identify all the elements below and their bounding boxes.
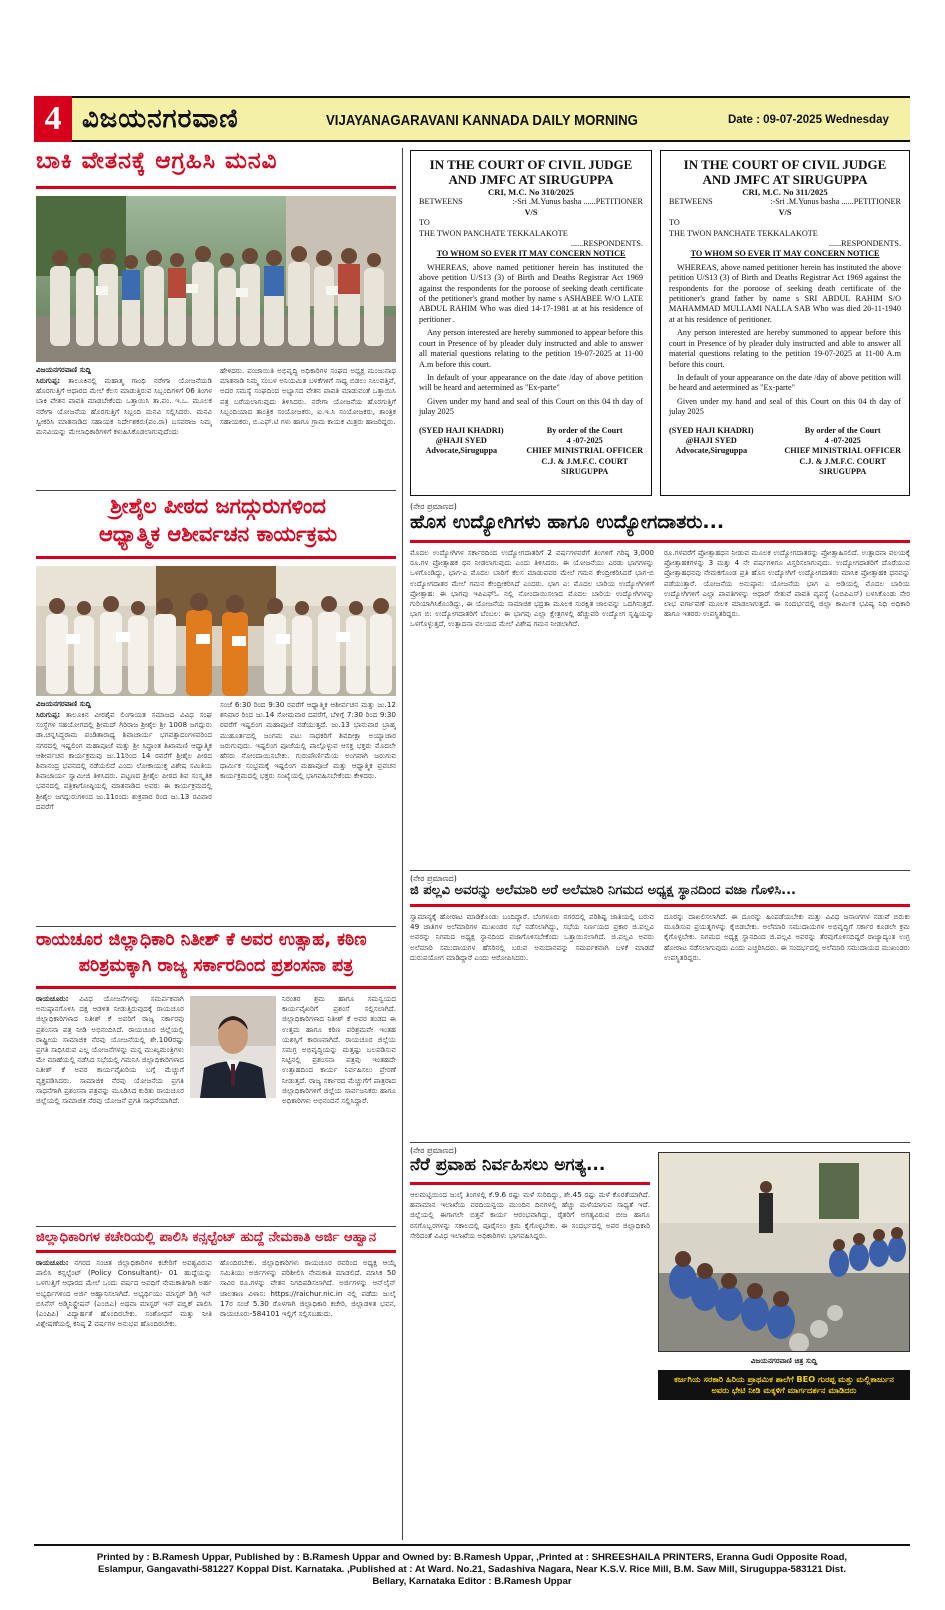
notice1-notice-head: TO WHOM SO EVER IT MAY CONCERN NOTICE (436, 249, 626, 259)
notice1-court-place: SIRUGUPPA (561, 467, 609, 477)
article5-headline: ಹೊಸ ಉದ್ಯೋಗಿಗಳು ಹಾಗೂ ಉದ್ಯೋಗದಾತರು... (410, 511, 725, 533)
article6-rule (410, 904, 910, 907)
notice1-officer: CHIEF MINISTRIAL OFFICER (526, 446, 643, 456)
notice1-order: By order of the Court (546, 425, 623, 435)
notice2-advocate-name: (SYED HAJI KHADRI) (669, 425, 754, 435)
notice1-para4: Given under my hand and seal of this Court on this 04 th day of julay 2025 (419, 396, 643, 417)
notice1-advocate-place: Advocate,Siruguppa (425, 446, 498, 456)
article1-headline: ಬಾಕಿ ವೇತನಕ್ಕೆ ಆಗ್ರಹಿಸಿ ಮನವಿ (36, 148, 278, 174)
article1-col1-text: ತಾಲೂಕಿನಲ್ಲಿ ಮಹಾತ್ಮ ಗಾಂಧಿ ನರೇಗಾ ಯೋಜನೆಯಡಿ ಹೊರಗುತ್ತಿಗೆ ಆಧಾರದ ಮೇಲೆ ಕೆಲಸ ಮಾಡುತ್ತಿರುವ ಸಿಬ್ಬಂದಿಗಳಿಗೆ 06 ತಿಂಗಳ ಬಾಕಿ ವೇತನ ಪಾವತಿ ಮಾಡಬೇಕೆಂದು ಒತ್ತಾಯಿಸಿ ತಾ.ಪಂ. ಇ.ಒ. ಮೂಲಕ ನರೇಗಾ ಯೋಜನೆಯ ಹೊರಗುತ್ತಿಗೆ ಸಿಬ್ಬಂದಿ ಮನವಿ ಸಲ್ಲಿಸಿದರು. ಮನವಿ ಸ್ವೀಕರಿಸಿ ಮಾತನಾಡಿದ ಸಹಾಯಕ ನಿರ್ದೇಶಕರು(ಪಂ.ರಾ) ಬಸವರಾಜ ನಿಮ್ಮ ಮನವಿಯನ್ನು ಮೇಲಾಧಿಕಾರಿಗಳಿಗೆ ಕಳುಹಿಸಿಕೊಡಲಾಗುವುದೆಂದು (36, 376, 212, 437)
notice2-petitioner: :-Sri .M.Yunus basha ......PETITIONER (770, 197, 901, 207)
notice1-order-date: 4 -07-2025 (566, 435, 603, 445)
print-line-1: Printed by : B.Ramesh Uppar, Published by : B.Ramesh Uppar and Owned by: B.Ramesh Uppar, ,Printed at : SHREESHAILA PRINTERS, Eranna Gudi Opposite Road, (96, 1552, 848, 1563)
notice2-order: By order of the Court (804, 425, 881, 435)
article6-kicker: (ನೇರ ಪ್ರಮಾಣದ) (410, 874, 457, 883)
article4-headline: ಜಿಲ್ಲಾಧಿಕಾರಿಗಳ ಕಚೇರಿಯಲ್ಲಿ ಪಾಲಿಸಿ ಕನ್ಸಲ್ಟೆಂಟ್ ಹುದ್ದೆ ನೇಮಕಾತಿ ಅರ್ಜಿ ಆಹ್ವಾನ (36, 1230, 377, 1245)
article7-headline: ನೆರೆ ಪ್ರವಾಹ ನಿರ್ವಹಿಸಲು ಅಗತ್ಯ... (410, 1155, 606, 1175)
article5-rule (410, 540, 910, 543)
article1-col2: ಹೇಳಿದರು. ಪಂಚಾಯಿತಿ ಅಭಿವೃದ್ಧಿ ಅಧಿಕಾರಿಗಳ ಸಂಘದ ಅಧ್ಯಕ್ಷ ಮಂಜುನಾಥ ಮಾತನಾಡಿ ನಿಮ್ಮ ಸಂಬಳ ಅನಿಯಮಿತ ಬಳಕೆಗಳಿಗೆ ಸಾಧ್ಯ ಬಿಡಲು ನಿಲುವತ್ತಿವೆ, ಅದರ ಸಮಸ್ಯೆ ಸಂಘದಿಂದ ಅಭ್ಯಾಸದ ವೇತನ ಪಾವತಿ ಮಾಡುವಂತೆ ಒತ್ತಾಯಿಸಿ ಪತ್ರ ಬರೆಯಲಾಗುವುದು ತಿಳಿಸಿದರು. ನರೇಗಾ ಯೋಜನೆಯ ಹೊರಗುತ್ತಿಗೆ ಸಿಬ್ಬಂದಿಯಾದ ತಾಂತ್ರಿಕ ಸಂಯೋಜಕರು, ಐ.ಇ.ಸಿ ಸಂಯೋಜಕರು, ತಾಂತ್ರಿಕ ಸಹಾಯಕರು, ಬಿ.ಎಫ್.ಟಿ ಗಳು ಹಾಗೂ ಗ್ರಾಮ ಕಾಯಕ ಮಿತ್ರರು ಹಾಜರಿದ್ದರು. (220, 366, 396, 427)
article3-headline-line1: ರಾಯಚೂರ ಜಿಲ್ಲಾಧಿಕಾರಿ ನಿತೀಶ್ ಕೆ ಅವರ ಉತ್ಸಾಹ, ಕಠಿಣ (36, 930, 367, 950)
notice1-betweens: BETWEENS (419, 197, 463, 207)
notice2-to: TO (669, 218, 680, 228)
notice1-advocate-alias: @HAJI SYED (435, 435, 487, 445)
notice1-case-number: CRI, M.C. No 310/2025 (488, 187, 574, 197)
print-line-2: Eslampur, Gangavathi-581227 Koppal Dist. Karnataka. ,Published at : At Ward. No.21, Sadashiva Nagara, Near K.S.V. Rice Mill, B.M. Saw Mill, Siruguppa-583121 Dist. (97, 1564, 846, 1575)
court-notice-311 (660, 150, 910, 496)
article3-col1-text: ವಿವಿಧ ಯೋಜನೆಗಳನ್ನು ಸಮರ್ಪಕವಾಗಿ ಅನುಷ್ಠಾನಗೊಳಿಸಿ ದಕ್ಷ ಆಡಳಿತ ನೀಡುತ್ತಿರುವುದಕ್ಕೆ ರಾಯಚೂರ ಜಿಲ್ಲಾಧಿಕಾರಿಗಳಾದ ನಿತೀಶ್ ಕೆ ಅವರಿಗೆ ರಾಜ್ಯ ಸರ್ಕಾರವು ಪ್ರಶಂಸನಾ ಪತ್ರ ನೀಡಿ ಅಭಿನಂದಿಸಿದೆ. ರಾಯಚೂರ ಜಿಲ್ಲೆಯಲ್ಲಿ ರಾಷ್ಟ್ರೀಯ ಸಾಮಾಜಿಕ ನೆರವು ಯೋಜನೆಯಲ್ಲಿ ಶೇ.100ರಷ್ಟು ಪ್ರಗತಿ ಸಾಧಿಸಿರುವ ಎಲ್ಲ ಯೋಜನೆಗಳನ್ನು ಮನ್ನ ಮುಖ್ಯಮಂತ್ರಿಗಳು ಮೇ ಮಾಹೆಯಲ್ಲಿ ನಡೆಸಿದ ಸಭೆಯಲ್ಲಿ ಗಮನಿಸಿ ಜಿಲ್ಲಾಧಿಕಾರಿಗಳಾದ ನಿತೀಶ್ ಕೆ ಅವರ ಕಾರ್ಯವೈಖರಿಯ ಬಗ್ಗೆ ಮೆಚ್ಚುಗೆ ವ್ಯಕ್ತಪಡಿಸಿದರು. ಸಾಮಾಜಿಕ ನೆರವು ಯೋಜನೆಯ ಪ್ರಗತಿ ಸಾಧನೆಗಾಗಿ ಪ್ರಶಂಸನಾ ಪತ್ರವನ್ನು ಮೂಡಿಸಿದ ಕುರಿತು ರಾಯಚೂರ ಜಿಲ್ಲೆಯಲ್ಲಿ ಸಾಮಾಜಿಕ ನೆರವು ಯೋಜನೆ ಪ್ರಗತಿ ಸಾಧನೆಯಾಗಿದೆ. (36, 994, 184, 1106)
article3-byline: ರಾಯಚೂರು: (36, 994, 69, 1003)
article4-byline: ರಾಯಚೂರು: (36, 1258, 69, 1267)
school-photo-caption-title: ವಿಜಯನಗರವಾಣಿ ಚಿತ್ರ ಸುದ್ದಿ (750, 1356, 818, 1365)
article6-headline: ಜಿ ಪಲ್ಲವಿ ಅವರನ್ನು ಅಲೆಮಾರಿ ಅರೆ ಅಲೆಮಾರಿ ನಿಗಮದ ಅಧ್ಯಕ್ಷ ಸ್ಥಾನದಿಂದ ವಜಾ ಗೊಳಿಸಿ... (410, 883, 796, 898)
notice2-para4: Given under my hand and seal of this Court on this 04 th day of julay 2025 (669, 396, 901, 417)
article2-photo (36, 566, 396, 696)
notice2-court: C.J. & J.M.F.C. COURT (799, 456, 886, 466)
publication-date: Date : 09-07-2025 Wednesday (728, 114, 889, 126)
article1-rule (36, 186, 396, 189)
article2-rule (36, 556, 396, 559)
notice1-respondents-label: ......RESPONDENTS. (570, 239, 643, 249)
section-divider (36, 490, 396, 491)
article7-col1: ಆಲಮಟ್ಟಿಯಿಂದ ಜುಲೈ ತಿಂಗಳಲ್ಲಿ ಕೆ.9.6 ರಷ್ಟು ಮಳೆ ಸುರಿದಿದ್ದು, ಶೇ.45 ರಷ್ಟು ಮಳೆ ಕೊರತೆಯಾಗಿದೆ. ಹವಾಮಾನ ಇಲಾಖೆಯ ವರದಿಯನ್ವಯ ಮುಂದಿನ ದಿನಗಳಲ್ಲಿ ಹೆಚ್ಚು ಮಳೆಯಾಗುವ ಸಾಧ್ಯತೆ ಇದೆ. ಜಿಲ್ಲೆಯಲ್ಲಿ ಈಗಾಗಲೇ ಬಿತ್ತನೆ ಕಾರ್ಯ ಆರಂಭವಾಗಿದ್ದು, ರೈತರಿಗೆ ಅಗತ್ಯವಿರುವ ಬೀಜ ಹಾಗೂ ರಸಗೊಬ್ಬರಗಳನ್ನು ಸಕಾಲದಲ್ಲಿ ಪೂರೈಸಲು ಕ್ರಮ ಕೈಗೊಳ್ಳಬೇಕು. ಈ ಸಂದರ್ಭದಲ್ಲಿ ಅಪರ ಜಿಲ್ಲಾಧಿಕಾರಿ ಸೇರಿದಂತೆ ವಿವಿಧ ಇಲಾಖೆಯ ಅಧಿಕಾರಿಗಳು ಭಾಗವಹಿಸಿದ್ದರು. (410, 1190, 650, 1240)
article3-rule (36, 986, 396, 989)
notice2-para3: In default of your appearance on the date /day of above petition will be heard and aetermined as "Ex-parte" (669, 372, 901, 393)
article2-headline-line2: ಆಧ್ಯಾತ್ಮಿಕ ಆಶೀರ್ವಚನ ಕಾರ್ಯಕ್ರಮ (98, 522, 338, 546)
collector-portrait (190, 996, 276, 1098)
notice1-court: C.J. & J.M.F.C. COURT (541, 456, 628, 466)
notice2-signatures (669, 426, 901, 478)
article5-kicker: (ನೇರ ಪ್ರಮಾಣದ) (410, 502, 457, 511)
school-photo (658, 1152, 910, 1352)
article7-rule (410, 1182, 650, 1185)
notice2-advocate-place: Advocate,Siruguppa (675, 446, 748, 456)
notice2-respondents-label: ......RESPONDENTS. (828, 239, 901, 249)
article5-col1: ಮೊದಲ ಉದ್ಯೋಗಿಗಳ ಸರ್ಕಾರದಿಂದ ಉದ್ಯೋಗದಾತರಿಗೆ 2 ವರ್ಷಗಳವರೆಗೆ ತಿಂಗಳಿಗೆ ಗರಿಷ್ಠ 3,000 ರೂ.ಗಳ ಪ್ರೋತ್ಸಾಹಕ ಧನ ನೀಡಲಾಗುವುದು ಎಂದು ತಿಳಿಸಿದರು. ಈ ಯೋಜನೆಯು ಎರಡು ಭಾಗಗಳನ್ನು ಒಳಗೊಂಡಿದ್ದು, ಭಾಗ-ಎ ಮೊದಲ ಬಾರಿಗೆ ಕೆಲಸ ಮಾಡುವವರ ಮೇಲೆ ಗಮನ ಕೇಂದ್ರೀಕರಿಸಿದರೆ ಭಾಗ-ಬಿ ಉದ್ಯೋಗದಾತರ ಮೇಲೆ ಗಮನ ಕೇಂದ್ರೀಕರಿಸಿದೆ ಎಂದರು. ಭಾಗ ಎ: ಮೊದಲ ಬಾರಿಯ ಉದ್ಯೋಗಿಗಳಿಗೆ ಪ್ರೋತ್ಸಾಹ: ಈ ಭಾಗವು ಇಪಿಎಫ್‌ಓ ನಲ್ಲಿ ನೋಂದಾಯಿಸಲಾದ ಮೊದಲ ಬಾರಿಯ ಉದ್ಯೋಗಿಗಳನ್ನು ಗುರಿಯಾಗಿಸಿಕೊಂಡಿದ್ದು, ಈ ಯೋಜನೆಯ ಸಾಮಾಜಿಕ ಭದ್ರತಾ ಮೂಲಕ ಸುರಕ್ಷಿತ ಜಾಲವನ್ನು ಒದಗಿಸುತ್ತದೆ. ಭಾಗ ಬಿ: ಉದ್ಯೋಗದಾತರಿಗೆ ಬೆಂಬಲ: ಈ ಭಾಗವು ಎಲ್ಲಾ ಕ್ಷೇತ್ರಗಳಲ್ಲಿ ಹೆಚ್ಚುವರಿ ಉದ್ಯೋಗ ಸೃಷ್ಟಿಯನ್ನು ಒಳಗೊಳ್ಳುತ್ತದೆ, ಉತ್ಪಾದನಾ ವಲಯದ ಮೇಲೆ ವಿಶೇಷ ಗಮನ ನೀಡಲಾಗಿದೆ. (410, 548, 654, 629)
article6-col1: ಸ್ವಾಮಾನ್ಯಕ್ಕೆ ಹೋರಾಟ ಮಾಡಿಕೊಂಡು ಬಂದಿದ್ದಾರೆ. ಬೆಂಗಳೂರು ನಗರದಲ್ಲಿ ಪರಿಶಿಷ್ಟ ಜಾತಿಯಲ್ಲಿ ಬರುವ 49 ಜಾತಿಗಳ ಅಲೆಮಾರಿಗಳ ಮುಖಂಡರ ಸಭೆ ನಡೆಸಲಾಗಿದ್ದು, ಸಭೆಯ ನಿರ್ಣಯದ ಪ್ರಕಾರ ಜಿ.ಪಲ್ಲವಿ ಅವರನ್ನು ನಿಗಮದ ಅಧ್ಯಕ್ಷ ಸ್ಥಾನದಿಂದ ವಜಾಗೊಳಿಸಬೇಕೆಂದು ಒತ್ತಾಯಿಸಲಾಗಿದೆ. ಜಿ.ಪಲ್ಲವಿ ಅವರು ಅಲೆಮಾರಿ ಸಮುದಾಯಗಳ ಹೆಸರಿನಲ್ಲಿ ಬರುವ ಅನುದಾನವನ್ನು ಸಮರ್ಪಕವಾಗಿ ಬಳಕೆ ಮಾಡದೆ ದುರುಪಯೋಗ ಮಾಡಿದ್ದಾರೆ ಎಂದು ಆರೋಪಿಸಿದರು. (410, 912, 654, 962)
notice1-advocate-name: (SYED HAJI KHADRI) (419, 425, 504, 435)
notice1-title: IN THE COURT OF CIVIL JUDGE AND JMFC AT SIRUGUPPA (429, 157, 633, 187)
article2-col2: ಸಂಜೆ 6:30 ರಿಂದ 9:30 ರವರೆಗೆ ಆಧ್ಯಾತ್ಮಿಕ ಆಶೀರ್ವಚನ ಮತ್ತು ಜು.12 ಶನಿವಾರ ರಿಂದ ಜು.14 ಸೋಮವಾರ ದವರೆಗೆ, ಬೆಳಿಗ್ಗೆ 7:30 ರಿಂದ 9:30 ರವರೆಗೆ ಇಷ್ಟಲಿಂಗ ಮಹಾಪೂಜೆ ನಡೆಯುತ್ತದೆ. ಜು.13 ಭಾನುವಾರ ಬ್ರಾಹ್ಮ ಮುಹೂರ್ತದಲ್ಲಿ ಜಂಗಮ ವಟು ಸಾಧಕರಿಗೆ ಶಿವದೀಕ್ಷಾ ಅಯ್ಯಾಚಾರ ಜರುಗುವುದು. ಇಷ್ಟಲಿಂಗ ಪೂಜೆಯಲ್ಲಿ ಪಾಲ್ಗೊಳ್ಳುವ ಆಸಕ್ತ ಭಕ್ತರು ಮೊದಲೇ ಹೆಸರು ನೋಂದಾಯಿಸಬೇಕು. ಗುರುಪೌರ್ಣಿಮೆಯ ಅಂಗವಾಗಿ ಜರುಗುವ ಧಾರ್ಮಿಕ ಸಂಭ್ರಮಕ್ಕೆ ಇಷ್ಟಲಿಂಗ ಮಹಾಪೂಜೆ ಮತ್ತು ಆಧ್ಯಾತ್ಮಿಕ ಪ್ರವಚನ ಕಾರ್ಯಕ್ರಮದಲ್ಲಿ ಭಕ್ತರು ಸಂಖ್ಯೆಯಲ್ಲಿ ಭಾಗವಹಿಸಬೇಕೆಂದು ಕೇಳಿದರು. (220, 700, 396, 781)
article7-kicker: (ನೇರ ಪ್ರಮಾಣದ) (410, 1146, 457, 1155)
notice1-para2: Any person interested are hereby summoned to appear before this court in Presence of by pleader duly instructed and able to answer all material questions relating to the petition 19-07-2025 at 11-00 A.m before this court. (419, 328, 643, 369)
court-notice-310 (410, 150, 652, 496)
article4-rule (36, 1250, 396, 1253)
article1-col1 (36, 376, 212, 484)
article4-col2: ಹೊಂದಿರಬೇಕು. ಜಿಲ್ಲಾಧಿಕಾರಿಗಳು ರಾಯಚೂರ ರವರಿಂದ ಅಧ್ಯಕ್ಷ ಆಯ್ಕೆ ಸಮಿತಿಯು ಅರ್ಜಿಗಳನ್ನು ಪರಿಶೀಲಿಸಿ ನೇಮಕಾತಿ ಮಾಡಲಿದೆ. ಮಾಸಿಕ 50 ಸಾವಿರ ರೂ.ಗಳನ್ನು ವೇತನ ನಿಗದಿಪಡಿಸಲಾಗಿದೆ. ಅರ್ಜಿಗಳನ್ನು ಆನ್‌ಲೈನ್ ಜಾಲತಾಣ ವಿಳಾಸ: https://raichur.nic.in ನಲ್ಲಿ ಪಡೆದು ಜುಲೈ 17ರ ಸಂಜೆ 5.30 ರೊಳಗಾಗಿ ಜಿಲ್ಲಾಧಿಕಾರಿ ಕಚೇರಿ, ಜಿಲ್ಲಾಡಳಿತ ಭವನ, ರಾಯಚೂರು-584101 ಇಲ್ಲಿಗೆ ಸಲ್ಲಿಸಬಹುದು. (220, 1258, 396, 1319)
article3-col1 (36, 994, 184, 1222)
article1-caption: ವಿಜಯನಗರವಾಣಿ ಸುದ್ದಿ (36, 365, 91, 374)
notice2-court-place: SIRUGUPPA (819, 467, 867, 477)
article1-byline: ಸಿರುಗುಪ್ಪ: (36, 376, 61, 385)
notice1-petitioner: :-Sri .M.Yunus basha ......PETITIONER (512, 197, 643, 207)
article2-byline: ಸಿರುಗುಪ್ಪ: (36, 710, 61, 719)
section-divider (410, 870, 910, 871)
notice2-respondent: THE TWON PANCHATE TEKKALAKOTE (669, 228, 818, 238)
article1-photo (36, 196, 396, 362)
section-divider (36, 926, 396, 927)
notice2-title: IN THE COURT OF CIVIL JUDGE AND JMFC AT SIRUGUPPA (683, 157, 887, 187)
notice1-para3: In default of your appearance on the date /day of above petition will be heard and aetermined as "Ex-parte" (419, 372, 643, 393)
article3-col2: ನಿರಂತರ ಶ್ರಮ ಹಾಗೂ ಸಮನ್ವಯದ ಕಾರ್ಯವೈಖರಿಗೆ ಪ್ರಶಂಸೆ ಸಲ್ಲಿಸಲಾಗಿದೆ. ಜಿಲ್ಲಾಧಿಕಾರಿಗಳಾದ ನಿತೀಶ್ ಕೆ ಅವರ ತಂಡದ ಈ ಉತ್ತಮ ಹಾಗೂ ಕಠಿಣ ಪರಿಶ್ರಮವೇ ಇಂತಹ ಯಶಸ್ಸಿಗೆ ಕಾರಣವಾಗಿದೆ. ರಾಯಚೂರ ಜಿಲ್ಲೆಯ ಸಮಗ್ರ ಅಭಿವೃದ್ಧಿಯನ್ನು ಮತ್ತಷ್ಟು ಬಲಪಡಿಸುವ ನಿಟ್ಟಿನಲ್ಲಿ ಪ್ರಶಂಸನಾ ಪತ್ರವು ಇಂತಹದೇ ಉತ್ಸಾಹದಿಂದ ಕಾರ್ಯ ನಿರ್ವಹಿಸಲು ಪ್ರೇರಣೆ ನೀಡುತ್ತದೆ. ರಾಜ್ಯ ಸರ್ಕಾರದ ಮೆಚ್ಚುಗೆಗೆ ಪಾತ್ರರಾದ ಜಿಲ್ಲಾಧಿಕಾರಿಗಳಿಗೆ ಜಿಲ್ಲೆಯ ಸಾರ್ವಜನಿಕರು ಹಾಗೂ ಅಧಿಕಾರಿಗಳು ಅಭಿನಂದನೆ ಸಲ್ಲಿಸಿದ್ದಾರೆ. (282, 994, 396, 1106)
notice2-para2: Any person interested are hereby summoned to appear before this court in Presence of by pleader duly instructed and able to answer all material questions relating to the petition 19-07-2025 at 11-00 A.m before this court. (669, 328, 901, 369)
notice2-officer: CHIEF MINISTRIAL OFFICER (784, 446, 901, 456)
article2-col1-text: ತಾಲೂಕಿನ ವೀರಶೈವ ಲಿಂಗಾಯತ ಸಮಾಜದ ವಿವಿಧ ಸಂಘ ಸಂಸ್ಥೆಗಳ ಸಹಯೋಗದಲ್ಲಿ ಶ್ರೀಮದ್ ಗಿರಿರಾಜ ಶ್ರೀಶೈಲ ಶ್ರೀ 1008 ಜಗದ್ಗುರು ಡಾ.ಚನ್ನಸಿದ್ಧರಾಮ ಪಂಡಿತಾರಾಧ್ಯ ಶಿವಾಚಾರ್ಯ ಭಗವತ್ಪಾದಂಗಳವರಿಂದ ನಗರದಲ್ಲಿ ಇಷ್ಟಲಿಂಗ ಮಹಾಪೂಜೆ ಮತ್ತು ಶ್ರೀ ಸಿದ್ಧಾಂತ ಶಿಖಾಮಣಿ ಆಧ್ಯಾತ್ಮಿಕ ಆಶೀರ್ವಚನ ಕಾರ್ಯಕ್ರಮವು ಜು.11ರಿಂದ 14 ರವರೆಗೆ ಶ್ರೀಶೈಲ ಪೀಠದ ಶಿವಾನಂದ್ರ ಭವನದಲ್ಲಿ ನಡೆಯಲಿದೆ ಎಂದು ಲೋಕಾಯುಕ್ತ ವಿಶೇಷ ಸಮಿತಿಯ ಶಿವಾಚಾರ್ಯ ಸ್ವಾಮೀಜಿ ತಿಳಿಸಿದರು. ಪಟ್ಟಣದ ಶ್ರೀಶೈಲ ಪೀಠದ ಶಿವ ಸಂಸ್ಕೃತಿಕ ಭವನದಲ್ಲಿ ಪತ್ರಿಕಾಗೋಷ್ಠಿಯಲ್ಲಿ ಮಾತನಾಡಿದ ಅವರು ಈ ಕಾರ್ಯಕ್ರಮದಲ್ಲಿ ಶ್ರೀಶೈಲ ಜಗದ್ಗುರುಗಳಿಂದ ಜು.11ರಂದು ಶುಕ್ರವಾರ ರಿಂದ ಜು.13 ರವಿವಾರ ದವರೆಗೆ (36, 710, 212, 811)
notice2-order-date: 4 -07-2025 (824, 435, 861, 445)
paper-name-kannada: ವಿಜಯನಗರವಾಣಿ (82, 104, 239, 134)
section-divider (410, 1142, 910, 1143)
notice1-to: TO (419, 218, 430, 228)
notice2-case-number: CRI, M.C. No 311/2025 (742, 187, 828, 197)
print-line-3: Bellary, Karnataka Editor : B.Ramesh Uppar (372, 1576, 572, 1587)
notice2-vs: V/S (778, 207, 792, 217)
article4-col1-text: ನಗರದ ಸಂಚಿತ ಜಿಲ್ಲಾಧಿಕಾರಿಗಳ ಕಚೇರಿಗೆ ಅವಶ್ಯವಿರುವ ಪಾಲಿಸಿ ಕನ್ಸಲ್ಟೆಂಟ್ (Policy Consultant)- 01 ಹುದ್ದೆಯನ್ನು ಒಳಗುತ್ತಿಗೆ ಆಧಾರದ ಮೇಲೆ ಒಂದು ವರ್ಷದ ಅವಧಿಗೆ ನೇಮಕಾತಿಗಾಗಿ ಅರ್ಹ ಅಭ್ಯರ್ಥಿಗಳಿಂದ ಅರ್ಜಿ ಆಹ್ವಾನಿಸಲಾಗಿದೆ. ಅಭ್ಯರ್ಥಿಯು ಮಾಸ್ಟರ್ ಡಿಗ್ರಿ ಇನ್ ಬಿಸಿನೆಸ್ ಅಡ್ಮಿನಿಸ್ಟ್ರೇಷನ್ (ಎಂಬಿಎ) ಅಥವಾ ಮಾಸ್ಟರ್ ಇನ್ ಪಬ್ಲಿಕ್ ಪಾಲಿಸಿ (ಎಂಪಿಪಿ) ವಿದ್ಯಾರ್ಹತೆ ಹೊಂದಿರಬೇಕು. ಸಂಶೋಧನೆ ಮತ್ತು ನೀತಿ ವಿಶ್ಲೇಷಣೆಯಲ್ಲಿ ಕನಿಷ್ಠ 2 ವರ್ಷಗಳ ಅನುಭವ ಹೊಂದಿರಬೇಕು. (36, 1258, 212, 1329)
article3-headline-line2: ಪರಿಶ್ರಮಕ್ಕಾಗಿ ರಾಜ್ಯ ಸರ್ಕಾರದಿಂದ ಪ್ರಶಂಸನಾ ಪತ್ರ (78, 956, 354, 976)
notice1-signatures (419, 426, 643, 478)
notice1-respondent: THE TWON PANCHATE TEKKALAKOTE (419, 228, 568, 238)
print-line (34, 1544, 910, 1588)
section-divider (36, 1226, 396, 1227)
article5-col2: ರೂ.ಗಳವರೆಗೆ ಪ್ರೋತ್ಸಾಹಧನ ನೀಡುವ ಮೂಲಕ ಉದ್ಯೋಗದಾತರನ್ನು ಪ್ರೋತ್ಸಾಹಿಸಲಿದೆ. ಉತ್ಪಾದನಾ ವಲಯಕ್ಕೆ ಪ್ರೋತ್ಸಾಹಕಗಳನ್ನು 3 ಮತ್ತು 4 ನೇ ವರ್ಷಗಳಿಗೂ ವಿಸ್ತರಿಸಲಾಗುವುದು. ಉದ್ಯೋಗದಾತರಿಗೆ ದೊರೆಯುವ ಪ್ರೋತ್ಸಾಹಧನವು ನೇಮಕಗೊಂಡ ಪ್ರತಿ ಹೊಸ ಉದ್ಯೋಗಿಗೆ ಉದ್ಯೋಗದಾತರು ಮಾಸಿಕ ಪ್ರೋತ್ಸಾಹಕ ಧನವನ್ನು ಪಡೆಯುತ್ತಾರೆ. ಯೋಜನೆಯ ಅನುಷ್ಠಾನ: ಯೋಜನೆಯ ಭಾಗ ಎ ಅಡಿಯಲ್ಲಿ ಮೊದಲ ಬಾರಿಯ ಉದ್ಯೋಗಿಗಳಿಗೆ ಎಲ್ಲಾ ಪಾವತಿಗಳನ್ನು ಆಧಾರ್ ಸೇತುವೆ ಪಾವತಿ ವ್ಯವಸ್ಥೆ (ಎಬಿಪಿಎಸ್) ಬಳಸಿಕೊಂಡು ನೇರ ಲಾಭ ವರ್ಗಾವಣೆ ಮೂಲಕ ಮಾಡಲಾಗುತ್ತದೆ. ಈ ಸಂದರ್ಭದಲ್ಲಿ ಜಿಲ್ಲಾ ಕಾರ್ಮಿಕ ಭವಿಷ್ಯ ನಿಧಿ ಅಧಿಕಾರಿ ಹಾಗೂ ಇತರರು ಉಪಸ್ಥಿತರಿದ್ದರು. (664, 548, 910, 619)
article2-col1 (36, 710, 212, 922)
notice2-para1: WHEREAS, above named petitioner herein has instituted the above petition U/S13 (3) of Birth and Deaths Registrar Act 1969 against the respondents for the poroose of seeking death certificate of the petitioner's grand father by name s SRI ABDUL RAHIM S/O MAHAMMAD MULLAMI NALLA SAB Who was died 20-11-1940 at at his residence of peritioner. (669, 262, 901, 324)
column-divider (402, 148, 403, 1540)
article3-col1b (190, 1104, 276, 1222)
article6-col2: ದೂರನ್ನು ದಾಖಲಿಸಲಾಗಿದೆ. ಈ ದೂರನ್ನು ಹಿಂಪಡೆಯಬೇಕು ಮತ್ತು ವಿವಿಧ ಜನಾಂಗಗಳ ನಡುವೆ ಬಿರುಕು ಮೂಡಿಸುವ ಪ್ರಯತ್ನಗಳನ್ನು ಕೈಬಿಡಬೇಕು. ಅಲೆಮಾರಿ ಸಮುದಾಯಗಳ ಅಭಿವೃದ್ಧಿಗೆ ಸರ್ಕಾರ ಕೂಡಲೇ ಕ್ರಮ ಕೈಗೊಳ್ಳಬೇಕು. ನಿಗಮದ ಅಧ್ಯಕ್ಷ ಸ್ಥಾನದಿಂದ ಜಿ.ಪಲ್ಲವಿ ಅವರನ್ನು ತೆರವುಗೊಳಿಸದಿದ್ದರೆ ರಾಜ್ಯಾದ್ಯಂತ ಉಗ್ರ ಹೋರಾಟ ನಡೆಸಲಾಗುವುದು ಎಂದು ಎಚ್ಚರಿಸಿದರು. ಈ ಸಂದರ್ಭದಲ್ಲಿ ಅಲೆಮಾರಿ ಸಮುದಾಯದ ಮುಖಂಡರು ಉಪಸ್ಥಿತರಿದ್ದರು. (664, 912, 910, 962)
article4-col1 (36, 1258, 212, 1538)
notice2-betweens: BETWEENS (669, 197, 713, 207)
notice1-para1: WHEREAS, above named petitioner herein has instituted the above petition U/S13 (3) of Birth and Deaths Registrar Act 1969 against the respondents for the poroose of seeking death certificate of the petitioner's grand mother by name s ASHABEE W/O LATE ABDUL RAHIM Who was died 14-17-1981 at at his residence of peritioner . (419, 262, 643, 324)
school-photo-caption: ಕರ್ಜಗಿಯ ಸರಕಾರಿ ಹಿರಿಯ ಪ್ರಾಥಮಿಕ ಶಾಲೆಗೆ BEO ಗುರಪ್ಪ ಮತ್ತು ಮಲ್ಲಿಕಾರ್ಜುನ ಅವರು ಭೇಟಿ ನೀಡಿ ಮಕ್ಕಳಿಗೆ ಮಾರ್ಗದರ್ಶನ ಮಾಡಿದರು (658, 1370, 910, 1400)
article2-caption: ವಿಜಯನಗರವಾಣಿ ಸುದ್ದಿ (36, 699, 91, 708)
article2-headline-line1: ಶ್ರೀಶೈಲ ಪೀಠದ ಜಗದ್ಗುರುಗಳಿಂದ (110, 494, 326, 518)
page-number: 4 (34, 96, 72, 142)
paper-name-english: VIJAYANAGARAVANI KANNADA DAILY MORNING (326, 112, 638, 129)
notice2-notice-head: TO WHOM SO EVER IT MAY CONCERN NOTICE (690, 249, 880, 259)
notice2-advocate-alias: @HAJI SYED (685, 435, 737, 445)
notice1-vs: V/S (524, 207, 538, 217)
